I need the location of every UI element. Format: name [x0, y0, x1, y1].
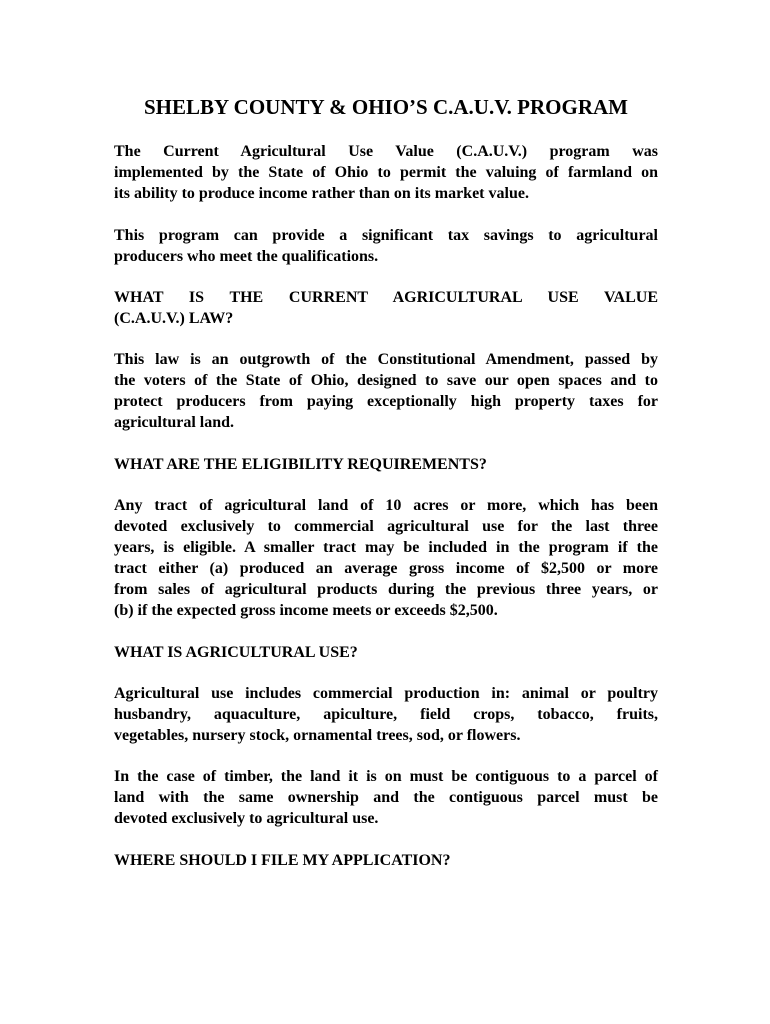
text-line: Any tract of agricultural land of 10 acres or more, which has been — [114, 497, 658, 514]
text-line: devoted exclusively to agricultural use. — [114, 810, 379, 827]
text-line: This program can provide a significant tax savings to agricultural — [114, 227, 658, 244]
heading-line: WHAT ARE THE ELIGIBILITY REQUIREMENTS? — [114, 456, 487, 473]
text-line: The Current Agricultural Use Value (C.A.U.V.) program was — [114, 143, 658, 160]
intro-paragraph — [114, 141, 658, 204]
text-line: producers who meet the qualifications. — [114, 248, 379, 265]
text-line: husbandry, aquaculture, apiculture, field crops, tobacco, fruits, — [114, 706, 658, 723]
text-line: the voters of the State of Ohio, designed to save our open spaces and to — [114, 372, 658, 389]
text-line: This law is an outgrowth of the Constitutional Amendment, passed by — [114, 351, 658, 368]
text-line: years, is eligible. A smaller tract may be included in the program if the — [114, 539, 658, 556]
heading-line: (C.A.U.V.) LAW? — [114, 310, 234, 327]
section-heading-file-application — [114, 850, 658, 871]
text-line: protect producers from paying exceptionally high property taxes for — [114, 393, 658, 410]
text-line: (b) if the expected gross income meets or exceeds $2,500. — [114, 602, 498, 619]
text-line: land with the same ownership and the contiguous parcel must be — [114, 789, 658, 806]
text-line: Agricultural use includes commercial production in: animal or poultry — [114, 685, 658, 702]
section-heading-agricultural-use — [114, 642, 658, 663]
text-line: from sales of agricultural products during the previous three years, or — [114, 581, 658, 598]
timber-paragraph — [114, 766, 658, 829]
section-heading-eligibility — [114, 454, 658, 475]
eligibility-paragraph — [114, 495, 658, 621]
text-line: its ability to produce income rather than on its market value. — [114, 185, 529, 202]
page-title: SHELBY COUNTY & OHIO’S C.A.U.V. PROGRAM — [143, 95, 628, 119]
heading-line: WHAT IS AGRICULTURAL USE? — [114, 644, 358, 661]
law-origin-paragraph — [114, 349, 658, 433]
text-line: implemented by the State of Ohio to permit the valuing of farmland on — [114, 164, 658, 181]
heading-line: WHAT IS THE CURRENT AGRICULTURAL USE VALUE — [114, 289, 658, 306]
tax-savings-paragraph — [114, 225, 658, 267]
agricultural-use-paragraph — [114, 683, 658, 746]
text-line: In the case of timber, the land it is on must be contiguous to a parcel of — [114, 768, 658, 785]
text-line: tract either (a) produced an average gross income of $2,500 or more — [114, 560, 658, 577]
text-line: vegetables, nursery stock, ornamental trees, sod, or flowers. — [114, 727, 521, 744]
heading-line: WHERE SHOULD I FILE MY APPLICATION? — [114, 852, 451, 869]
text-line: agricultural land. — [114, 414, 235, 431]
text-line: devoted exclusively to commercial agricultural use for the last three — [114, 518, 658, 535]
section-heading-cauv-law — [114, 287, 658, 329]
